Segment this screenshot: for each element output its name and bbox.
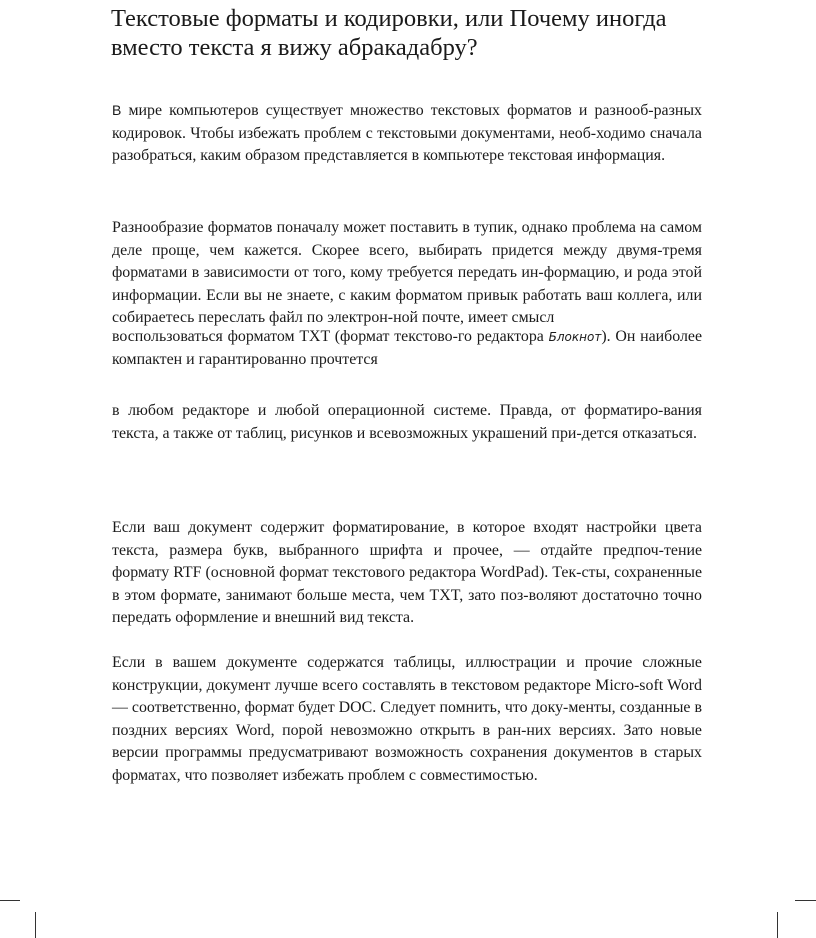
paragraph-formats-continued	[112, 326, 702, 371]
paragraph-formats: Разнообразие форматов поначалу может поставить в тупик, однако проблема на самом деле проще, чем кажется. Скорее всего, выбирать придется между двумя-тремя форматами в зависимости от того, кому требуется передать ин-формацию, и рода этой информации. Если вы не знаете, с каким форматом привык работать ваш коллега, или собираетесь переслать файл по электрон-ной почте, имеет смысл	[112, 219, 702, 326]
notepad-name: Блокнот	[548, 330, 602, 344]
paragraph-intro-lead: В	[112, 102, 122, 118]
paragraph-rtf: Если ваш документ содержит форматирование, в которое входят настройки цвета текста, размера букв, выбранного шрифта и прочее, — отдайте предпоч-тение формату RTF (основной формат текстового редактора WordPad). Тек-сты, сохраненные в этом формате, занимают больше места, чем TXT, зато поз-воляют достаточно точно передать оформление и внешний вид текста.	[112, 519, 702, 626]
paragraph-intro-text: мире компьютеров существует множество текстовых форматов и разнооб-разных кодировок. Чтобы избежать проблем с текстовыми документами, необ-ходимо сначала разобраться, каким образом представляется в компьютере текстовая информация.	[112, 102, 702, 164]
txt-format-text-end: ). Он наиболее компактен и гарантированно прочтется	[112, 328, 703, 368]
page-title: Текстовые форматы и кодировки, или Почему иногда вместо текста я вижу абракадабру?	[111, 5, 667, 61]
crop-mark-left-horizontal	[0, 900, 20, 901]
crop-mark-left-vertical	[35, 912, 36, 938]
paragraph-intro	[112, 99, 702, 168]
paragraph-txt-limits: в любом редакторе и любой операционной системе. Правда, от форматиро-вания текста, а также от таблиц, рисунков и всевозможных украшений при-дется отказаться.	[112, 402, 702, 442]
paragraph-doc: Если в вашем документе содержатся таблицы, иллюстрации и прочие сложные конструкции, документ лучше всего составлять в текстовом редакторе Micro-soft Word — соответственно, формат будет DOC. Следует помнить, что доку-менты, созданные в поздних версиях Word, порой невозможно открыть в ран-них версиях. Зато новые версии программы предусматривают возможность сохранения документов в старых форматах, что позволяет избежать проблем с совместимостью.	[112, 654, 702, 784]
txt-format-text: воспользоваться форматом TXT (формат текстово-го редактора	[112, 328, 549, 345]
crop-mark-right-horizontal	[795, 900, 816, 901]
crop-mark-right-vertical	[777, 912, 778, 938]
